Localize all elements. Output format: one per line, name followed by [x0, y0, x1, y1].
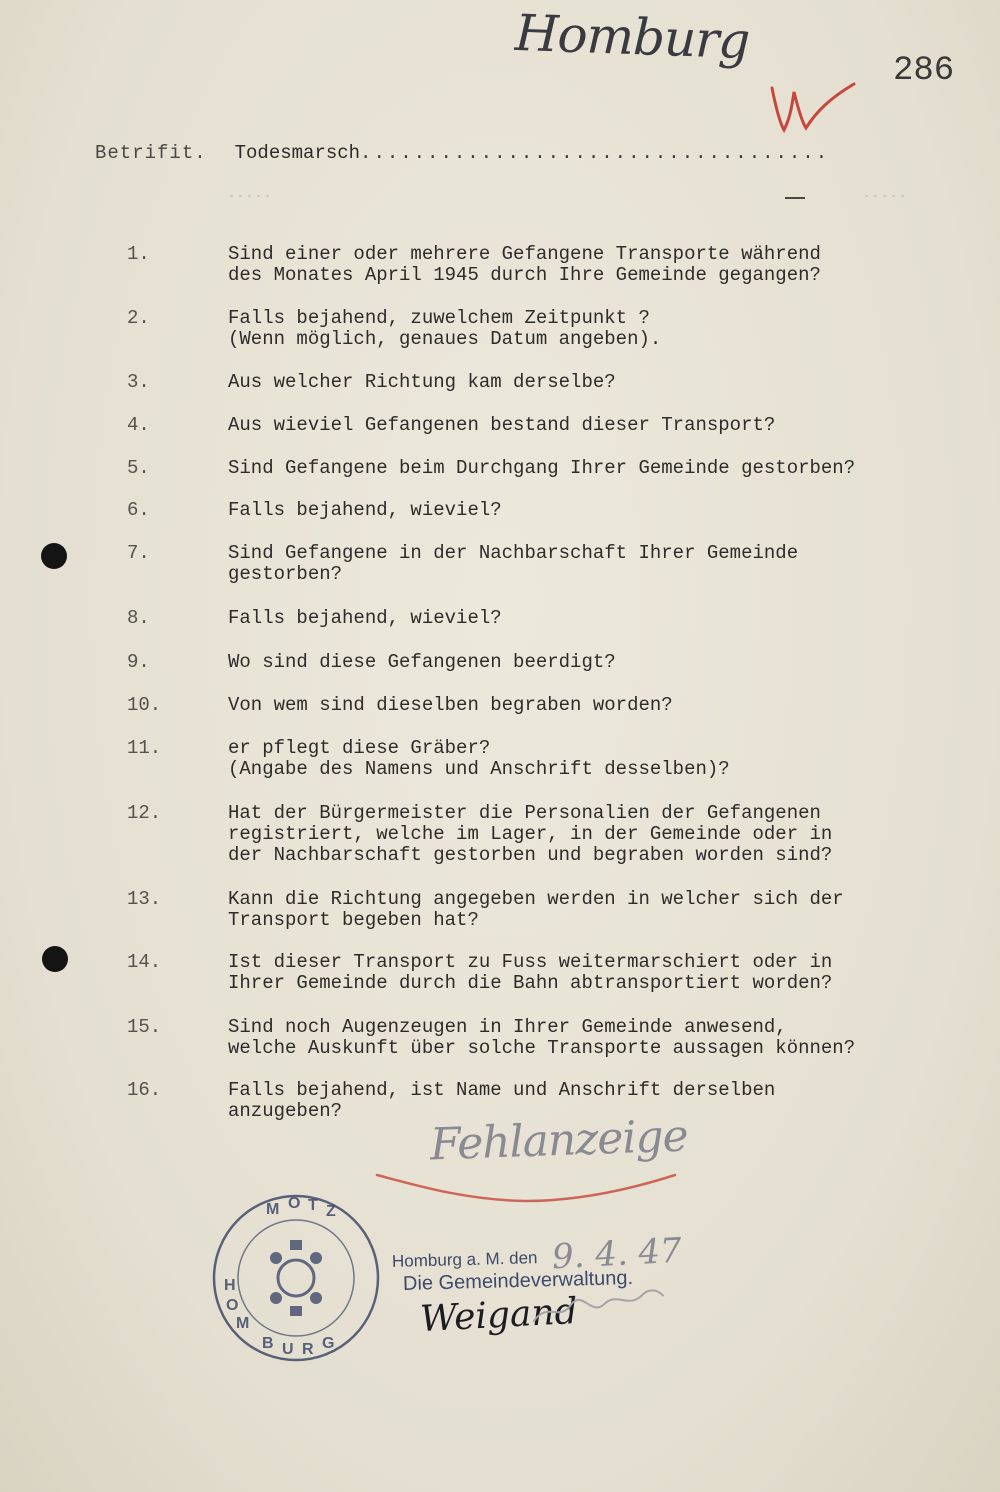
svg-text:O: O: [288, 1195, 301, 1212]
subject-dots: ...................................: [360, 142, 830, 164]
handwritten-answer: Fehlanzeige: [429, 1110, 689, 1171]
question-number: 1.: [127, 243, 150, 265]
question-text: Falls bejahend, zuwelchem Zeitpunkt ? (Wenn möglich, genaues Datum angeben).: [228, 307, 662, 350]
question-text: Sind noch Augenzeugen in Ihrer Gemeinde anwesend, welche Auskunft über solche Transporte aussagen können?: [228, 1016, 856, 1059]
punch-hole: [41, 543, 67, 569]
handwritten-place-name: Homburg: [514, 3, 751, 71]
question-number: 8.: [127, 607, 150, 629]
question-text: Von wem sind dieselben begraben worden?: [228, 694, 673, 716]
question-number: 2.: [127, 307, 150, 329]
question-text: Hat der Bürgermeister die Personalien der Gefangenen registriert, welche im Lager, in der Gemeinde oder in der Nachbarschaft gestorben und begraben worden sind?: [228, 802, 833, 866]
svg-text:Z: Z: [326, 1203, 336, 1220]
subject-label: Betrifit.: [95, 142, 207, 164]
question-text: Sind einer oder mehrere Gefangene Transporte während des Monates April 1945 durch Ihre Gemeinde gegangen?: [228, 243, 821, 286]
question-number: 13.: [127, 888, 162, 910]
administration-label: Die Gemeindeverwaltung.: [402, 1266, 634, 1296]
svg-text:U: U: [282, 1341, 294, 1358]
svg-text:O: O: [226, 1297, 239, 1314]
question-text: Falls bejahend, ist Name und Anschrift derselben anzugeben?: [228, 1079, 776, 1122]
question-text: Aus wieviel Gefangenen bestand dieser Transport?: [228, 414, 776, 436]
question-number: 15.: [127, 1016, 162, 1038]
question-number: 9.: [127, 651, 150, 673]
svg-text:B: B: [262, 1335, 274, 1352]
question-number: 7.: [127, 542, 150, 564]
svg-text:R: R: [302, 1341, 314, 1358]
question-text: Kann die Richtung angegeben werden in welcher sich der Transport begeben hat?: [228, 888, 844, 931]
question-text: Falls bejahend, wieviel?: [228, 499, 502, 521]
question-text: Sind Gefangene in der Nachbarschaft Ihrer Gemeinde gestorben?: [228, 542, 799, 585]
question-number: 16.: [127, 1079, 162, 1101]
question-number: 11.: [127, 737, 162, 759]
question-text: er pflegt diese Gräber? (Angabe des Namens und Anschrift desselben)?: [228, 737, 730, 780]
handwritten-date: 9. 4. 47: [551, 1230, 683, 1278]
place-date-label: Homburg a. M. den: [391, 1248, 538, 1271]
question-number: 6.: [127, 499, 150, 521]
question-number: 14.: [127, 951, 162, 973]
svg-text:T: T: [308, 1197, 318, 1214]
svg-text:M: M: [266, 1201, 280, 1218]
page-number: 286: [893, 52, 955, 90]
question-number: 4.: [127, 414, 150, 436]
question-text: Falls bejahend, wieviel?: [228, 607, 502, 629]
subject-value: Todesmarsch: [234, 142, 361, 164]
svg-text:H: H: [224, 1277, 236, 1294]
question-text: Sind Gefangene beim Durchgang Ihrer Gemeinde gestorben?: [228, 457, 856, 479]
question-text: Wo sind diese Gefangenen beerdigt?: [228, 651, 616, 673]
question-number: 5.: [127, 457, 150, 479]
question-number: 10.: [127, 694, 162, 716]
punch-hole: [42, 946, 68, 972]
question-number: 3.: [127, 371, 150, 393]
question-text: Ist dieser Transport zu Fuss weitermarschiert oder in Ihrer Gemeinde durch die Bahn abtransportiert worden?: [228, 951, 833, 994]
svg-text:M: M: [236, 1315, 250, 1332]
signature: Weigand: [419, 1290, 579, 1341]
question-number: 12.: [127, 802, 162, 824]
svg-text:G: G: [322, 1335, 335, 1352]
question-text: Aus welcher Richtung kam derselbe?: [228, 371, 616, 393]
municipal-seal-stamp: [206, 1188, 386, 1368]
